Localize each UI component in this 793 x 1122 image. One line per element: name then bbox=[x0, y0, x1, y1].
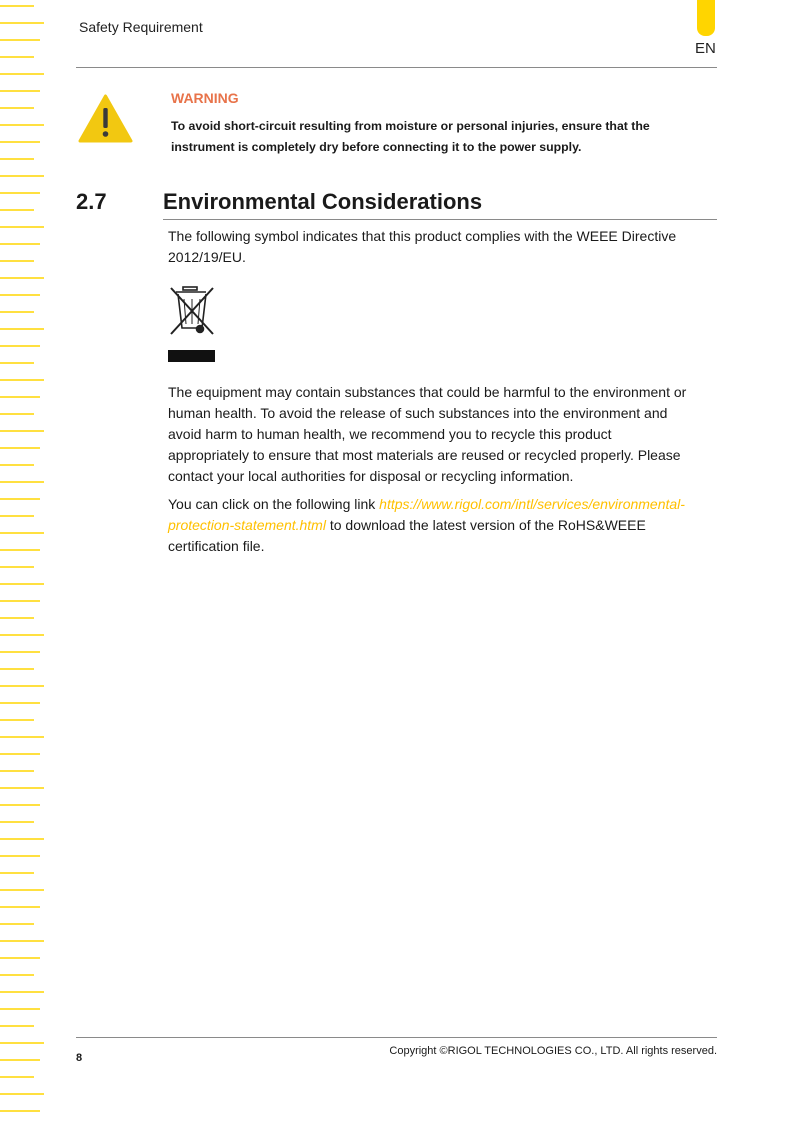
paragraph-line: contact your local authorities for disposal or recycling information. bbox=[168, 468, 574, 484]
environmental-statement-link[interactable]: https://www.rigol.com/intl/services/environmental- bbox=[379, 496, 685, 512]
paragraph-line: certification file. bbox=[168, 538, 265, 554]
link-suffix-text: to download the latest version of the RoHS&WEEE bbox=[325, 517, 646, 533]
warning-text-line: instrument is completely dry before connecting it to the power supply. bbox=[171, 140, 582, 154]
warning-text-line: To avoid short-circuit resulting from moisture or personal injuries, ensure that the bbox=[171, 119, 650, 133]
paragraph-line: human health. To avoid the release of such substances into the environment and bbox=[168, 405, 668, 421]
paragraph-line bbox=[168, 494, 720, 515]
copyright-notice: Copyright ©RIGOL TECHNOLOGIES CO., LTD. All rights reserved. bbox=[389, 1045, 717, 1057]
link-prefix-text: You can click on the following link bbox=[168, 496, 380, 512]
paragraph-line: appropriately to ensure that most materials are reused or recycled properly. Please bbox=[168, 447, 681, 463]
weee-paragraph bbox=[168, 226, 720, 268]
language-tab bbox=[697, 0, 715, 36]
link-paragraph bbox=[168, 494, 720, 557]
section-title: Environmental Considerations bbox=[163, 189, 483, 214]
warning-title: WARNING bbox=[171, 90, 239, 106]
language-label: EN bbox=[695, 40, 716, 57]
crossed-out-wheelie-bin-icon bbox=[168, 284, 216, 362]
paragraph-line: The equipment may contain substances that could be harmful to the environment or bbox=[168, 384, 687, 400]
footer-divider bbox=[76, 1037, 717, 1038]
paragraph-line: 2012/19/EU. bbox=[168, 249, 246, 265]
page-number: 8 bbox=[76, 1052, 83, 1064]
section-number: 2.7 bbox=[76, 189, 107, 214]
environment-paragraph bbox=[168, 382, 720, 487]
margin-decoration-lines bbox=[0, 0, 46, 1122]
paragraph-line bbox=[168, 515, 720, 536]
section-divider bbox=[163, 219, 717, 220]
environmental-statement-link-continued[interactable]: protection-statement.html bbox=[168, 517, 326, 533]
paragraph-line: avoid harm to human health, we recommend you to recycle this product bbox=[168, 426, 612, 442]
running-header-title: Safety Requirement bbox=[79, 19, 203, 35]
warning-triangle-icon bbox=[78, 94, 133, 144]
warning-text bbox=[171, 116, 711, 158]
paragraph-line: The following symbol indicates that this product complies with the WEEE Directive bbox=[168, 228, 677, 244]
header-divider bbox=[76, 67, 717, 68]
